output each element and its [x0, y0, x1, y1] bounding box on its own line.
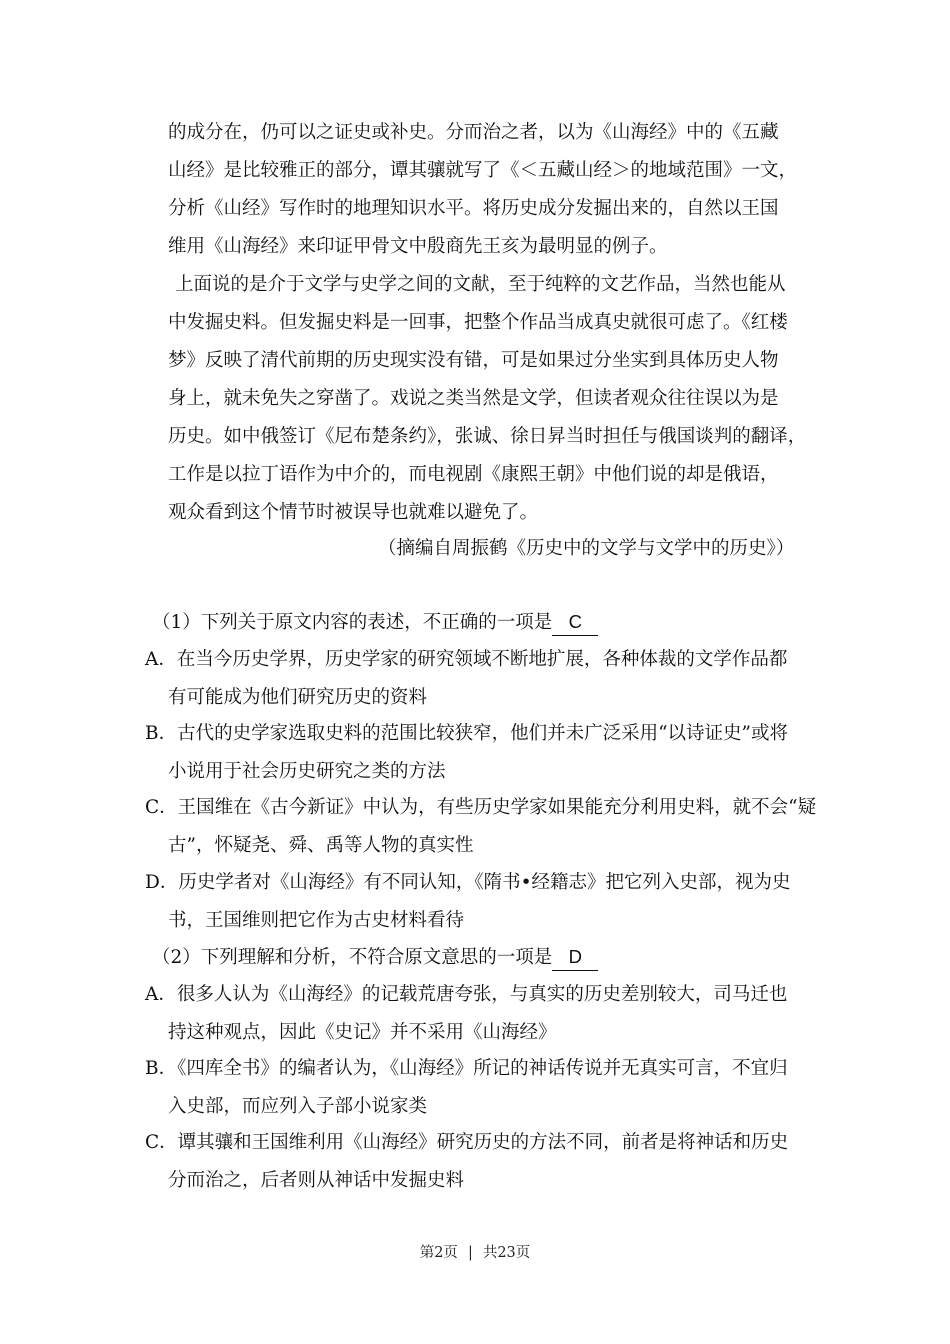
q1-option-c-line2: 古”，怀疑尧、舜、禹等人物的真实性	[168, 835, 474, 856]
q1-option-d-line2: 书，王国维则把它作为古史材料看待	[168, 910, 465, 931]
page-footer	[0, 1243, 950, 1263]
question-1-answer: C	[552, 609, 598, 636]
footer-separator: |	[467, 1245, 473, 1261]
page-total: 共23页	[482, 1245, 531, 1261]
passage-line: 维用《山海经》来印证甲骨文中殷商先王亥为最明显的例子。	[168, 236, 668, 257]
passage-line: 身上，就未免失之穿凿了。戏说之类当然是文学，但读者观众往往误以为是	[168, 388, 779, 409]
q2-option-a-line1: A．很多人认为《山海经》的记载荒唐夸张，与真实的历史差别较大，司马迁也	[145, 984, 788, 1005]
q1-option-b-line1: B．古代的史学家选取史料的范围比较狭窄，他们并未广泛采用“以诗证史”或将	[145, 723, 789, 744]
q1-option-a-line2: 有可能成为他们研究历史的资料	[168, 687, 428, 708]
question-2-answer: D	[552, 944, 598, 971]
passage-line: 中发掘史料。但发掘史料是一回事，把整个作品当成真史就很可虑了。《红楼	[168, 312, 788, 333]
q1-option-d-line1: D．历史学者对《山海经》有不同认知，《隋书•经籍志》把它列入史部，视为史	[145, 872, 791, 893]
passage-source: （摘编自周振鹤《历史中的文学与文学中的历史》）	[378, 538, 795, 559]
q1-option-a-line1: A．在当今历史学界，历史学家的研究领域不断地扩展，各种体裁的文学作品都	[145, 649, 788, 670]
passage-line: 历史。如中俄签订《尼布楚条约》，张诚、徐日昇当时担任与俄国谈判的翻译，	[168, 426, 807, 447]
passage-line: 梦》反映了清代前期的历史现实没有错，可是如果过分坐实到具体历史人物	[168, 350, 779, 371]
q1-option-c-line1: C．王国维在《古今新证》中认为，有些历史学家如果能充分利用史料，就不会“疑	[145, 797, 817, 818]
q1-option-b-line2: 小说用于社会历史研究之类的方法	[168, 761, 446, 782]
q2-option-c-line1: C．谭其骧和王国维利用《山海经》研究历史的方法不同，前者是将神话和历史	[145, 1132, 789, 1153]
passage-line: 分析《山经》写作时的地理知识水平。将历史成分发掘出来的，自然以王国	[168, 198, 779, 219]
question-1-stem: （1）下列关于原文内容的表述，不正确的一项是 C	[152, 609, 598, 636]
question-2-stem: （2）下列理解和分析，不符合原文意思的一项是 D	[152, 944, 598, 971]
passage-line: 山经》是比较雅正的部分，谭其骧就写了《＜五藏山经＞的地域范围》一文，	[168, 160, 798, 181]
passage-line: 观众看到这个情节时被误导也就难以避免了。	[168, 502, 539, 523]
passage-line: 上面说的是介于文学与史学之间的文献，至于纯粹的文艺作品，当然也能从	[175, 274, 786, 295]
passage-line: 工作是以拉丁语作为中介的，而电视剧《康熙王朝》中他们说的却是俄语，	[168, 464, 779, 485]
q2-option-c-line2: 分而治之，后者则从神话中发掘史料	[168, 1170, 465, 1191]
q2-option-a-line2: 持这种观点，因此《史记》并不采用《山海经》	[168, 1022, 557, 1043]
q2-option-b-line1: B．《四库全书》的编者认为，《山海经》所记的神话传说并无真实可言，不宜归	[145, 1058, 788, 1079]
q2-option-b-line2: 入史部，而应列入子部小说家类	[168, 1096, 428, 1117]
page-number: 第2页	[419, 1245, 458, 1261]
passage-line: 的成分在，仍可以之证史或补史。分而治之者，以为《山海经》中的《五藏	[168, 122, 779, 143]
